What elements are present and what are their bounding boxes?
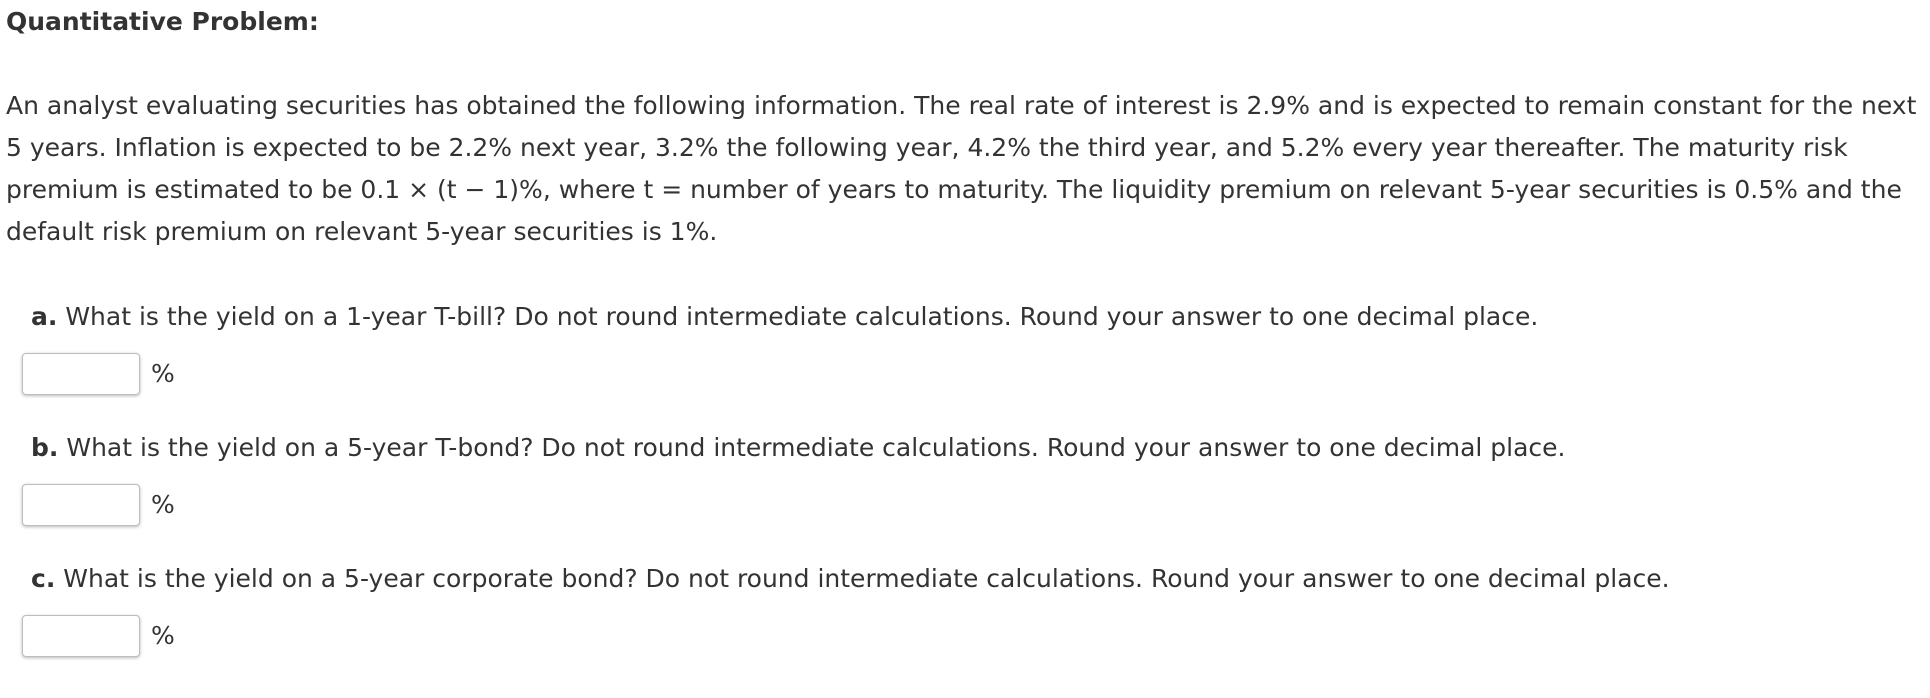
- question-c-text: What is the yield on a 5-year corporate bond? Do not round intermediate calculations. Round your answer to one decimal place.: [63, 564, 1670, 593]
- problem-description: An analyst evaluating securities has obtained the following information. The real rate of interest is 2.9% and is expected to remain constant for the next 5 years. Inflation is expected to be 2.2% next year, 3.2% the following year, 4.2% the third year, and 5.2% every year thereafter. The maturity risk premium is estimated to be 0.1 × (t − 1)%, where t = number of years to maturity. The liquidity premium on relevant 5-year securities is 0.5% and the default risk premium on relevant 5-year securities is 1%.: [6, 91, 1917, 246]
- question-b-letter: b.: [31, 433, 59, 462]
- percent-unit-c: %: [151, 621, 175, 650]
- question-b: [31, 431, 1566, 465]
- problem-heading: Quantitative Problem:: [6, 7, 319, 36]
- question-c: [31, 562, 1670, 596]
- answer-a-input[interactable]: [22, 353, 140, 395]
- question-a: [31, 300, 1538, 334]
- question-c-letter: c.: [31, 564, 56, 593]
- answer-row-a: [22, 352, 175, 396]
- question-b-text: What is the yield on a 5-year T-bond? Do not round intermediate calculations. Round your answer to one decimal place.: [66, 433, 1566, 462]
- answer-row-b: [22, 483, 175, 527]
- question-a-letter: a.: [31, 302, 58, 331]
- answer-row-c: [22, 614, 175, 658]
- answer-b-input[interactable]: [22, 484, 140, 526]
- percent-unit-b: %: [151, 490, 175, 519]
- question-a-text: What is the yield on a 1-year T-bill? Do not round intermediate calculations. Round your answer to one decimal place.: [65, 302, 1539, 331]
- answer-c-input[interactable]: [22, 615, 140, 657]
- percent-unit-a: %: [151, 359, 175, 388]
